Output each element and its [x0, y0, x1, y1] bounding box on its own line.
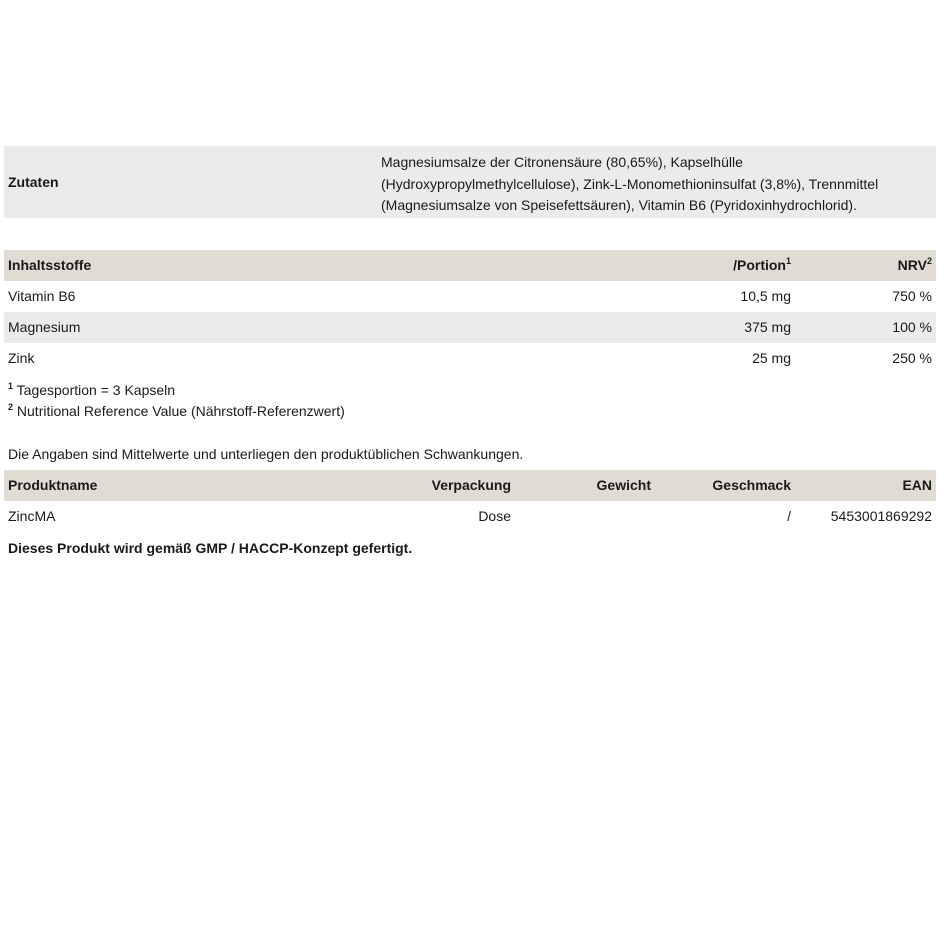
nutrient-nrv: 100 % — [892, 319, 932, 335]
product-header-ean: EAN — [902, 477, 932, 493]
product-header-flavor: Geschmack — [712, 477, 791, 493]
nutrient-portion: 375 mg — [744, 319, 791, 335]
nutrients-header-nrv: NRV$^2$ — [897, 256, 932, 273]
ingredients-line-2: (Hydroxypropylmethylcellulose), Zink-L-Monomethioninsulfat (3,8%), Trennmittel — [381, 175, 879, 192]
footnote-mark-2: 2 — [926, 256, 932, 266]
footnote-2: $^2$ Nutritional Reference Value (Nährstoff-Referenzwert) — [8, 402, 345, 419]
table-row — [4, 501, 936, 532]
nutrient-nrv: 750 % — [892, 288, 932, 304]
nutrients-header-portion: /Portion$^1$ — [733, 256, 791, 273]
nutrient-name: Magnesium — [8, 319, 81, 335]
nutrient-portion: 10,5 mg — [740, 288, 791, 304]
nutrient-nrv: 250 % — [892, 350, 932, 366]
gmp-note: Dieses Produkt wird gemäß GMP / HACCP-Konzept gefertigt. — [8, 540, 413, 556]
table-row — [4, 281, 936, 312]
nutrient-name: Vitamin B6 — [8, 288, 76, 304]
footnote-1: $^1$ Tagesportion = 3 Kapseln — [8, 381, 176, 398]
nutrient-portion: 25 mg — [752, 350, 791, 366]
product-name: ZincMA — [8, 508, 56, 524]
table-row — [4, 312, 936, 343]
footnote-mark-1: 1 — [785, 256, 791, 266]
nutrients-header-name: Inhaltsstoffe — [8, 257, 92, 273]
disclaimer-text: Die Angaben sind Mittelwerte und unterliegen den produktüblichen Schwankungen. — [8, 446, 524, 462]
nutrient-name: Zink — [8, 350, 35, 366]
nutrients-header-row — [4, 250, 936, 281]
table-row — [4, 343, 936, 374]
ingredients-row — [4, 146, 936, 218]
product-header-row — [4, 470, 936, 501]
product-header-weight: Gewicht — [596, 477, 651, 493]
product-packaging: Dose — [478, 508, 511, 524]
ingredients-label: Zutaten — [8, 174, 59, 190]
ingredients-text — [381, 152, 921, 217]
product-flavor: / — [787, 508, 791, 524]
product-header-name: Produktname — [8, 477, 98, 493]
product-header-packaging: Verpackung — [431, 477, 511, 493]
ingredients-line-1: Magnesiumsalze der Citronensäure (80,65%), Kapselhülle — [381, 154, 743, 170]
ingredients-line-3: (Magnesiumsalze von Speisefettsäuren), Vitamin B6 (Pyridoxinhydrochlorid). — [381, 197, 857, 213]
product-ean: 5453001869292 — [830, 508, 932, 524]
